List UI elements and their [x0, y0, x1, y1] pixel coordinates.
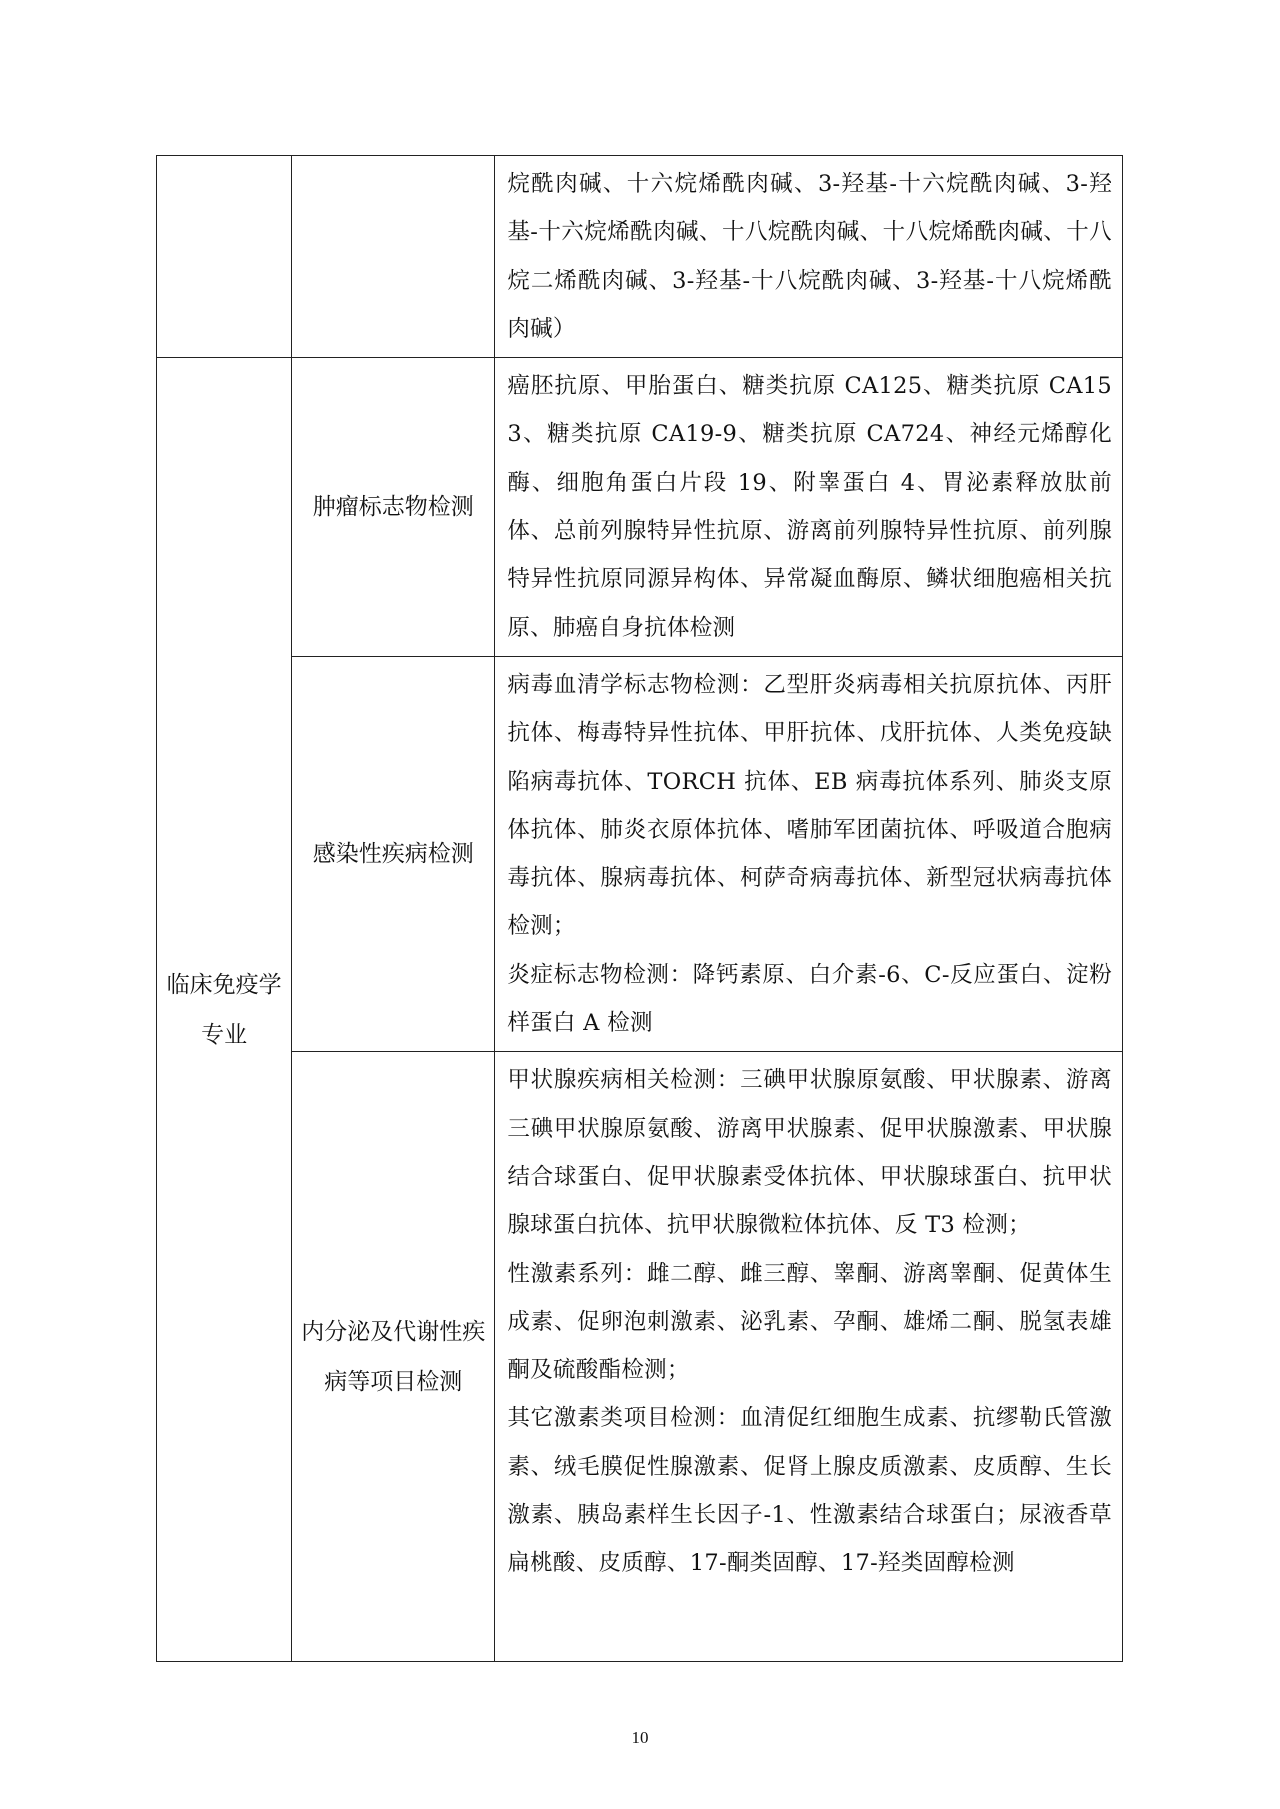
table-row — [157, 656, 1123, 1051]
category-cell — [157, 156, 292, 358]
content-paragraph: 炎症标志物检测：降钙素原、白介素-6、C-反应蛋白、淀粉样蛋白 A 检测 — [507, 961, 1112, 1037]
content-paragraph: 其它激素类项目检测：血清促红细胞生成素、抗缪勒氏管激素、绒毛膜促性腺激素、促肾上腺皮质激素、皮质醇、生长激素、胰岛素样生长因子-1、性激素结合球蛋白；尿液香草扁桃酸、皮质醇、17-酮类固醇、17-羟类固醇检测 — [507, 1405, 1112, 1577]
content-paragraph: 甲状腺疾病相关检测：三碘甲状腺原氨酸、甲状腺素、游离三碘甲状腺原氨酸、游离甲状腺素、促甲状腺激素、甲状腺结合球蛋白、促甲状腺素受体抗体、甲状腺球蛋白、抗甲状腺球蛋白抗体、抗甲状腺微粒体抗体、反 T3 检测； — [507, 1067, 1112, 1239]
content-paragraph: 癌胚抗原、甲胎蛋白、糖类抗原 CA125、糖类抗原 CA153、糖类抗原 CA19-9、糖类抗原 CA724、神经元烯醇化酶、细胞角蛋白片段 19、附睾蛋白 4、胃泌素释放肽前体、总前列腺特异性抗原、游离前列腺特异性抗原、前列腺特异性抗原同源异构体、异常凝血酶原、鳞状细胞癌相关抗原、肺癌自身抗体检测 — [507, 373, 1112, 641]
content-paragraph: 烷酰肉碱、十六烷烯酰肉碱、3-羟基-十六烷酰肉碱、3-羟基-十六烷烯酰肉碱、十八烷酰肉碱、十八烷烯酰肉碱、十八烷二烯酰肉碱、3-羟基-十八烷酰肉碱、3-羟基-十八烷烯酰肉碱） — [507, 171, 1112, 342]
content-cell — [495, 156, 1123, 358]
document-table — [156, 155, 1123, 1662]
item-cell: 感染性疾病检测 — [292, 656, 495, 1051]
table-row — [157, 1052, 1123, 1662]
item-cell — [292, 156, 495, 358]
content-cell — [495, 1052, 1123, 1662]
category-cell: 临床免疫学专业 — [157, 358, 292, 1662]
content-cell — [495, 656, 1123, 1051]
page-number: 10 — [631, 1728, 649, 1747]
content-paragraph: 病毒血清学标志物检测：乙型肝炎病毒相关抗原抗体、丙肝抗体、梅毒特异性抗体、甲肝抗体、戊肝抗体、人类免疫缺陷病毒抗体、TORCH 抗体、EB 病毒抗体系列、肺炎支原体抗体、肺炎衣原体抗体、嗜肺军团菌抗体、呼吸道合胞病毒抗体、腺病毒抗体、柯萨奇病毒抗体、新型冠状病毒抗体检测； — [507, 671, 1112, 940]
content-cell — [495, 358, 1123, 657]
content-paragraph: 性激素系列：雌二醇、雌三醇、睾酮、游离睾酮、促黄体生成素、促卵泡刺激素、泌乳素、孕酮、雄烯二酮、脱氢表雄酮及硫酸酯检测； — [507, 1260, 1112, 1384]
table-row — [157, 358, 1123, 657]
item-cell: 内分泌及代谢性疾病等项目检测 — [292, 1052, 495, 1662]
item-cell: 肿瘤标志物检测 — [292, 358, 495, 657]
table-row — [157, 156, 1123, 358]
